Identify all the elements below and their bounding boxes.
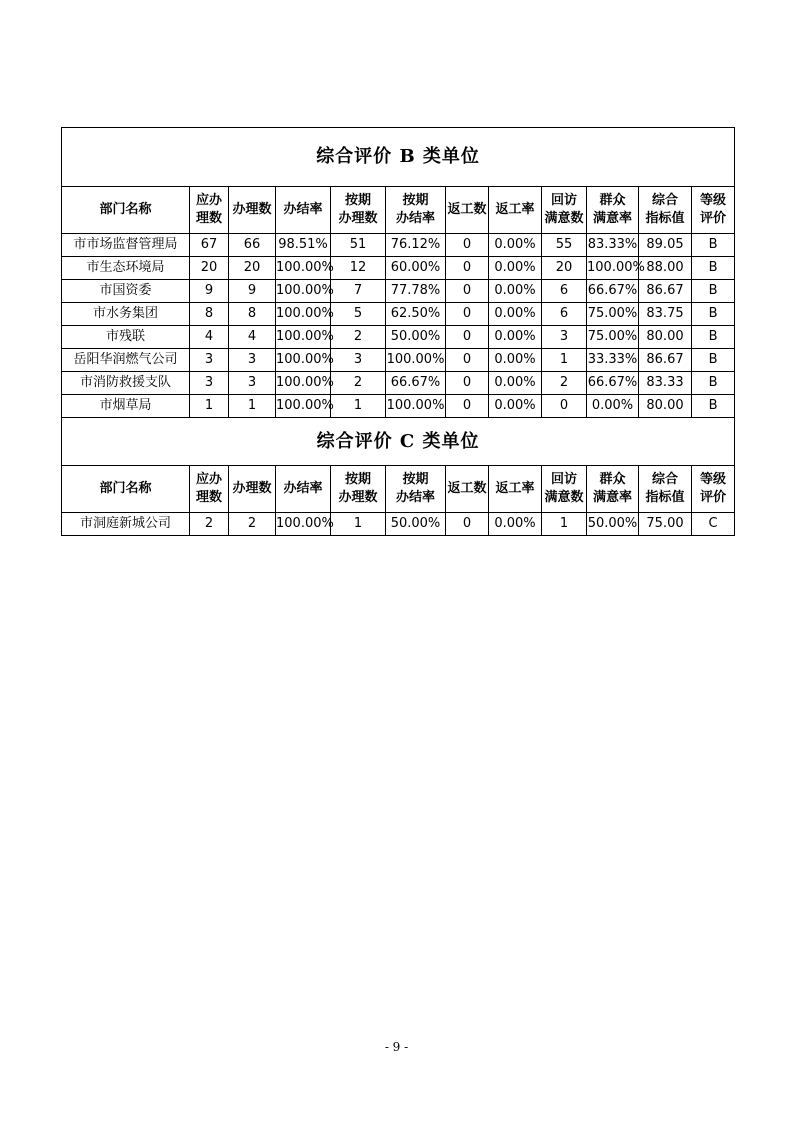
column-header: 办理数 bbox=[229, 466, 276, 513]
table-cell: 75.00% bbox=[587, 326, 639, 349]
table-cell: 3 bbox=[229, 372, 276, 395]
table-cell: 20 bbox=[229, 257, 276, 280]
column-header: 按期 办结率 bbox=[386, 187, 446, 234]
column-header: 按期 办结率 bbox=[386, 466, 446, 513]
table-cell: 6 bbox=[542, 280, 587, 303]
table-cell: 3 bbox=[190, 372, 229, 395]
column-header: 办结率 bbox=[276, 187, 331, 234]
table-cell: 100.00% bbox=[276, 513, 331, 536]
table-cell: 88.00 bbox=[639, 257, 692, 280]
column-header: 返工率 bbox=[489, 466, 542, 513]
table-cell: 50.00% bbox=[386, 513, 446, 536]
table-row bbox=[62, 513, 735, 536]
table-cell: 3 bbox=[331, 349, 386, 372]
table-cell: 80.00 bbox=[639, 395, 692, 418]
table-cell: 100.00% bbox=[276, 326, 331, 349]
table-cell: 100.00% bbox=[276, 303, 331, 326]
table-cell: 75.00 bbox=[639, 513, 692, 536]
table-cell: B bbox=[692, 372, 735, 395]
table-cell: 2 bbox=[542, 372, 587, 395]
table-cell: 0 bbox=[446, 303, 489, 326]
table-cell: 0 bbox=[446, 395, 489, 418]
table-cell: 0.00% bbox=[489, 234, 542, 257]
table-cell: 0 bbox=[446, 349, 489, 372]
column-header: 按期 办理数 bbox=[331, 466, 386, 513]
column-header: 群众 满意率 bbox=[587, 187, 639, 234]
table-cell: 9 bbox=[190, 280, 229, 303]
table-cell: 0.00% bbox=[489, 326, 542, 349]
table-cell: 66.67% bbox=[587, 280, 639, 303]
table-cell: 20 bbox=[190, 257, 229, 280]
table-cell: 0 bbox=[542, 395, 587, 418]
column-header: 返工数 bbox=[446, 187, 489, 234]
column-header: 办理数 bbox=[229, 187, 276, 234]
table-cell: 0.00% bbox=[489, 513, 542, 536]
table-cell: 2 bbox=[331, 326, 386, 349]
table-cell: 4 bbox=[229, 326, 276, 349]
table-cell: 0 bbox=[446, 234, 489, 257]
table-cell: 3 bbox=[190, 349, 229, 372]
table-cell: 0.00% bbox=[489, 395, 542, 418]
column-header: 部门名称 bbox=[62, 187, 190, 234]
table-cell: 100.00% bbox=[386, 395, 446, 418]
department-name-cell: 市生态环境局 bbox=[62, 257, 190, 280]
column-header: 办结率 bbox=[276, 466, 331, 513]
table-row bbox=[62, 395, 735, 418]
evaluation-table bbox=[61, 127, 735, 536]
table-cell: 0 bbox=[446, 372, 489, 395]
table-row bbox=[62, 326, 735, 349]
table-cell: 8 bbox=[190, 303, 229, 326]
table-cell: 0 bbox=[446, 280, 489, 303]
table-cell: 0.00% bbox=[587, 395, 639, 418]
column-header-row bbox=[62, 466, 735, 513]
column-header: 综合 指标值 bbox=[639, 466, 692, 513]
table-cell: 20 bbox=[542, 257, 587, 280]
table-cell: 75.00% bbox=[587, 303, 639, 326]
table-cell: 100.00% bbox=[276, 280, 331, 303]
table-cell: 83.33% bbox=[587, 234, 639, 257]
column-header: 按期 办理数 bbox=[331, 187, 386, 234]
column-header: 应办 理数 bbox=[190, 466, 229, 513]
table-cell: 66.67% bbox=[386, 372, 446, 395]
evaluation-sheet bbox=[61, 127, 734, 536]
table-cell: B bbox=[692, 234, 735, 257]
table-cell: 0.00% bbox=[489, 257, 542, 280]
table-cell: 100.00% bbox=[276, 395, 331, 418]
department-name-cell: 市国资委 bbox=[62, 280, 190, 303]
section-title-row bbox=[62, 418, 735, 466]
table-cell: 100.00% bbox=[276, 372, 331, 395]
table-cell: 0 bbox=[446, 257, 489, 280]
column-header: 等级 评价 bbox=[692, 187, 735, 234]
table-cell: B bbox=[692, 395, 735, 418]
section-title: 综合评价 B 类单位 bbox=[62, 128, 735, 187]
table-cell: 7 bbox=[331, 280, 386, 303]
department-name-cell: 市洞庭新城公司 bbox=[62, 513, 190, 536]
table-cell: 55 bbox=[542, 234, 587, 257]
table-cell: 98.51% bbox=[276, 234, 331, 257]
table-row bbox=[62, 303, 735, 326]
column-header: 群众 满意率 bbox=[587, 466, 639, 513]
table-cell: B bbox=[692, 326, 735, 349]
table-cell: 100.00% bbox=[587, 257, 639, 280]
table-cell: 1 bbox=[190, 395, 229, 418]
table-cell: B bbox=[692, 257, 735, 280]
table-cell: 86.67 bbox=[639, 349, 692, 372]
table-cell: 80.00 bbox=[639, 326, 692, 349]
table-cell: 0.00% bbox=[489, 372, 542, 395]
table-cell: 62.50% bbox=[386, 303, 446, 326]
table-cell: 77.78% bbox=[386, 280, 446, 303]
table-cell: 86.67 bbox=[639, 280, 692, 303]
table-cell: 100.00% bbox=[276, 349, 331, 372]
table-cell: B bbox=[692, 303, 735, 326]
table-cell: 3 bbox=[542, 326, 587, 349]
table-cell: 6 bbox=[542, 303, 587, 326]
table-cell: 12 bbox=[331, 257, 386, 280]
column-header: 回访 满意数 bbox=[542, 187, 587, 234]
table-cell: 83.33 bbox=[639, 372, 692, 395]
table-row bbox=[62, 257, 735, 280]
department-name-cell: 市市场监督管理局 bbox=[62, 234, 190, 257]
table-cell: 89.05 bbox=[639, 234, 692, 257]
column-header: 返工率 bbox=[489, 187, 542, 234]
column-header: 返工数 bbox=[446, 466, 489, 513]
column-header-row bbox=[62, 187, 735, 234]
table-cell: 66 bbox=[229, 234, 276, 257]
table-cell: 0.00% bbox=[489, 303, 542, 326]
table-cell: 50.00% bbox=[587, 513, 639, 536]
column-header: 部门名称 bbox=[62, 466, 190, 513]
table-cell: 1 bbox=[542, 349, 587, 372]
table-row bbox=[62, 280, 735, 303]
table-row bbox=[62, 234, 735, 257]
table-cell: 9 bbox=[229, 280, 276, 303]
department-name-cell: 岳阳华润燃气公司 bbox=[62, 349, 190, 372]
table-cell: 60.00% bbox=[386, 257, 446, 280]
table-cell: 8 bbox=[229, 303, 276, 326]
column-header: 回访 满意数 bbox=[542, 466, 587, 513]
table-cell: 51 bbox=[331, 234, 386, 257]
table-cell: 2 bbox=[229, 513, 276, 536]
table-cell: 2 bbox=[190, 513, 229, 536]
table-cell: 0.00% bbox=[489, 280, 542, 303]
table-cell: 1 bbox=[542, 513, 587, 536]
table-cell: 3 bbox=[229, 349, 276, 372]
table-cell: 66.67% bbox=[587, 372, 639, 395]
table-row bbox=[62, 349, 735, 372]
table-cell: 5 bbox=[331, 303, 386, 326]
department-name-cell: 市残联 bbox=[62, 326, 190, 349]
table-cell: 67 bbox=[190, 234, 229, 257]
column-header: 综合 指标值 bbox=[639, 187, 692, 234]
table-cell: 1 bbox=[331, 513, 386, 536]
table-cell: 83.75 bbox=[639, 303, 692, 326]
section-title-row bbox=[62, 128, 735, 187]
department-name-cell: 市消防救援支队 bbox=[62, 372, 190, 395]
table-cell: C bbox=[692, 513, 735, 536]
table-cell: 100.00% bbox=[276, 257, 331, 280]
table-cell: B bbox=[692, 349, 735, 372]
page-number: - 9 - bbox=[384, 1040, 409, 1054]
table-cell: B bbox=[692, 280, 735, 303]
table-cell: 0 bbox=[446, 513, 489, 536]
table-row bbox=[62, 372, 735, 395]
column-header: 等级 评价 bbox=[692, 466, 735, 513]
section-title: 综合评价 C 类单位 bbox=[62, 418, 735, 466]
table-cell: 0 bbox=[446, 326, 489, 349]
department-name-cell: 市烟草局 bbox=[62, 395, 190, 418]
table-cell: 4 bbox=[190, 326, 229, 349]
department-name-cell: 市水务集团 bbox=[62, 303, 190, 326]
table-cell: 50.00% bbox=[386, 326, 446, 349]
table-cell: 33.33% bbox=[587, 349, 639, 372]
column-header: 应办 理数 bbox=[190, 187, 229, 234]
table-cell: 1 bbox=[331, 395, 386, 418]
table-cell: 0.00% bbox=[489, 349, 542, 372]
table-cell: 1 bbox=[229, 395, 276, 418]
table-cell: 2 bbox=[331, 372, 386, 395]
table-cell: 100.00% bbox=[386, 349, 446, 372]
table-cell: 76.12% bbox=[386, 234, 446, 257]
